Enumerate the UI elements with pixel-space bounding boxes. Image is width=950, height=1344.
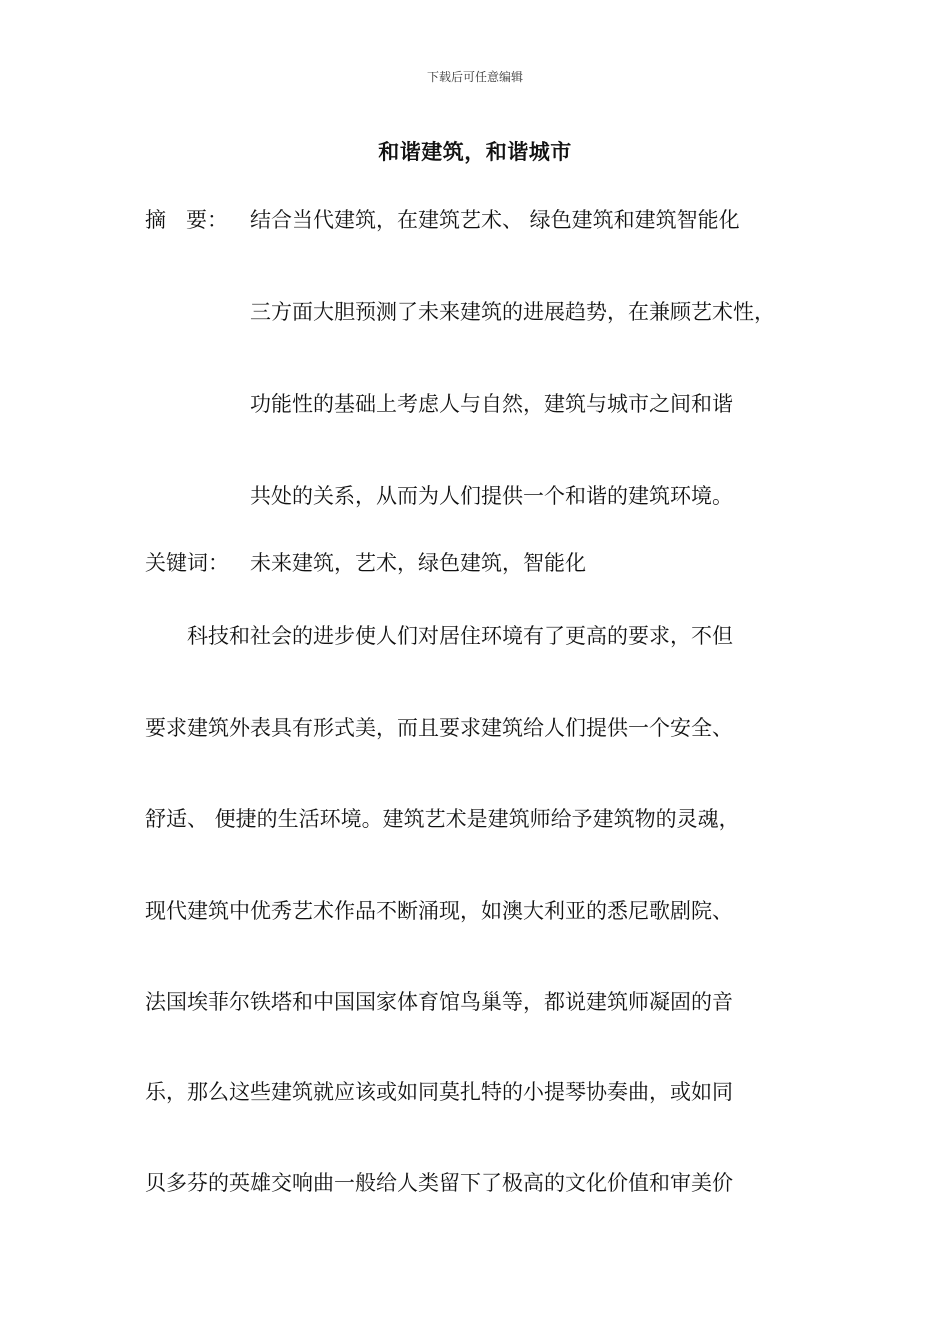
abstract-line: 功能性的基础上考虑人与自然，建筑与城市之间和谐 [250, 392, 733, 416]
body-line: 法国埃菲尔铁塔和中国国家体育馆鸟巢等，都说建筑师凝固的音 [145, 990, 733, 1014]
body-line: 舒适、 便捷的生活环境。建筑艺术是建筑师给予建筑物的灵魂， [145, 807, 740, 831]
body-line: 科技和社会的进步使人们对居住环境有了更高的要求，不但 [145, 624, 733, 648]
document-title: 和谐建筑，和谐城市 [378, 140, 572, 164]
body-line: 贝多芬的英雄交响曲一般给人类留下了极高的文化价值和审美价 [145, 1171, 733, 1195]
abstract-line: 结合当代建筑，在建筑艺术、 绿色建筑和建筑智能化 [250, 208, 740, 232]
keywords-label: 关键词： [145, 551, 229, 575]
abstract-label-char1: 摘 [145, 208, 166, 232]
abstract-label-char2: 要： [186, 208, 228, 232]
page-header-note: 下载后可任意编辑 [426, 70, 523, 84]
keywords-value: 未来建筑，艺术，绿色建筑，智能化 [250, 551, 586, 575]
abstract-label [145, 205, 240, 235]
abstract-line: 共处的关系，从而为人们提供一个和谐的建筑环境。 [250, 484, 733, 508]
body-line: 现代建筑中优秀艺术作品不断涌现，如澳大利亚的悉尼歌剧院、 [145, 899, 733, 923]
abstract-line: 三方面大胆预测了未来建筑的进展趋势，在兼顾艺术性， [250, 300, 775, 324]
body-line: 乐，那么这些建筑就应该或如同莫扎特的小提琴协奏曲，或如同 [145, 1080, 733, 1104]
body-line: 要求建筑外表具有形式美，而且要求建筑给人们提供一个安全、 [145, 716, 733, 740]
